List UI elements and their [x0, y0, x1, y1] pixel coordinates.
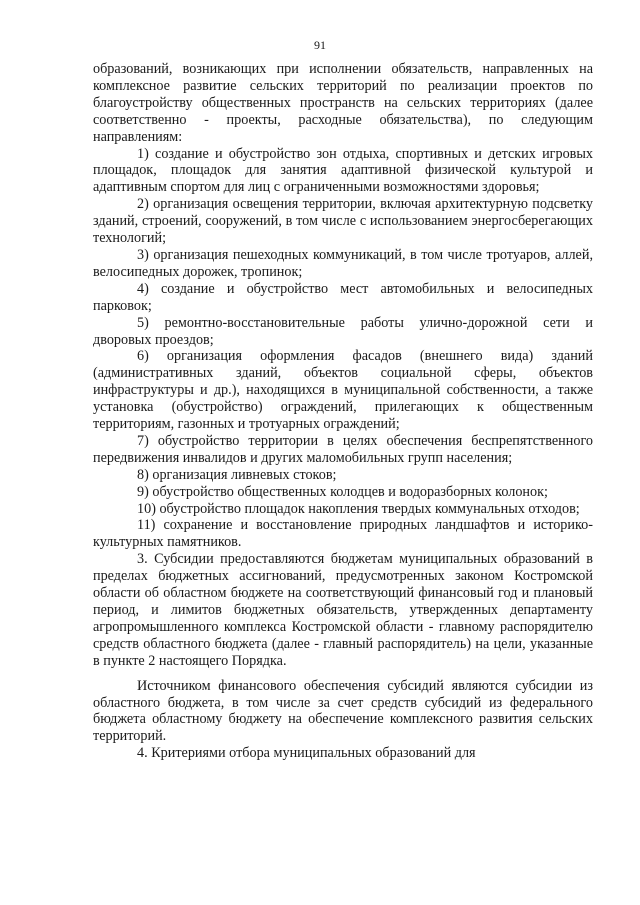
paragraph-p8: 8) организация ливневых стоков;	[137, 466, 337, 483]
page-number: 91	[314, 38, 326, 52]
paragraph-p4: 4) создание и обустройство мест автомобильных и велосипедных парковок;	[93, 280, 593, 314]
paragraph-p1: 1) создание и обустройство зон отдыха, спортивных и детских игровых площадок, площадок для занятия адаптивной физической культурой и адаптивным спортом для лиц с ограниченными возможностями здоровья;	[93, 145, 593, 196]
paragraph-p11: 11) сохранение и восстановление природных ландшафтов и историко-культурных памятников.	[93, 517, 593, 551]
paragraph-p12: 3. Субсидии предоставляются бюджетам муниципальных образований в пределах бюджетных ассигнований, предусмотренных законом Костромской области об областном бюджете на соответствующий финансовый год и плановый период, и лимитов бюджетных обязательств, утвержденных департаменту агропромышленного комплекса Костромской области - главному распорядителю средств областного бюджета (далее - главный распорядитель) на цели, указанные в пункте 2 настоящего Порядка.	[93, 551, 593, 669]
document-body	[93, 61, 593, 762]
paragraph-p10: 10) обустройство площадок накопления твердых коммунальных отходов;	[137, 500, 580, 517]
paragraph-p2: 2) организация освещения территории, включая архитектурную подсветку зданий, строений, сооружений, в том числе с использованием энергосберегающих технологий;	[93, 196, 593, 247]
paragraph-p9: 9) обустройство общественных колодцев и водоразборных колонок;	[137, 483, 548, 500]
paragraph-p0: образований, возникающих при исполнении обязательств, направленных на комплексное развитие сельских территорий по реализации проектов по благоустройству общественных пространств на сельских территориях (далее соответственно - проекты, расходные обязательства), по следующим направлениям:	[93, 61, 593, 145]
paragraph-p6: 6) организация оформления фасадов (внешнего вида) зданий (административных зданий, объектов социальной сферы, объектов инфраструктуры и др.), находящихся в муниципальной собственности, а также установка (обустройство) ограждений, прилегающих к общественным территориям, газонных и тротуарных ограждений;	[93, 348, 593, 433]
paragraph-p3: 3) организация пешеходных коммуникаций, в том числе тротуаров, аллей, велосипедных дорожек, тропинок;	[93, 246, 593, 280]
paragraph-p5: 5) ремонтно-восстановительные работы улично-дорожной сети и дворовых проездов;	[93, 314, 593, 348]
paragraph-p13: Источником финансового обеспечения субсидий являются субсидии из областного бюджета, в том числе за счет средств субсидий из федерального бюджета областному бюджету на обеспечение комплексного развития сельских территорий.	[93, 677, 593, 745]
paragraph-p7: 7) обустройство территории в целях обеспечения беспрепятственного передвижения инвалидов и других маломобильных групп населения;	[93, 432, 593, 466]
paragraph-p14: 4. Критериями отбора муниципальных образований для	[137, 745, 476, 762]
